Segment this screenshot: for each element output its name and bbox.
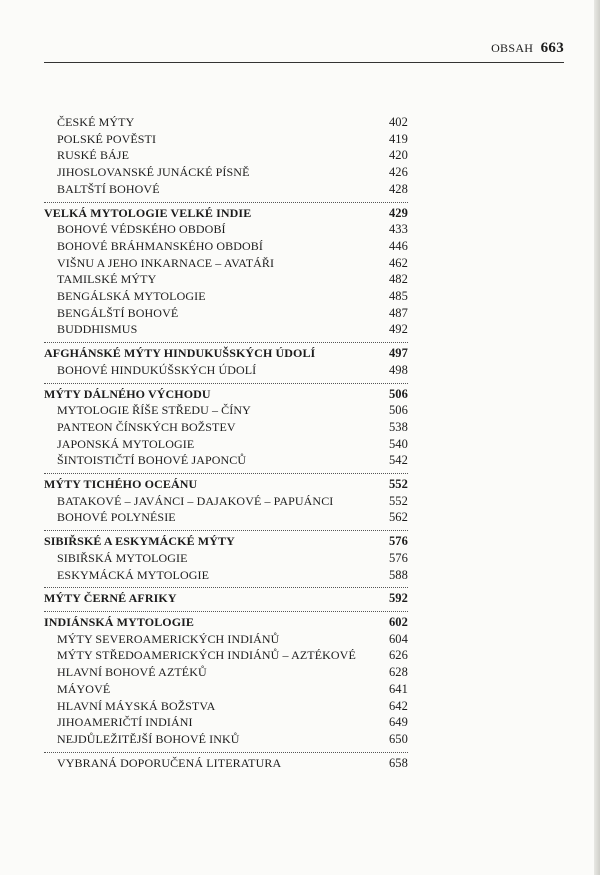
toc-entry-title: BOHOVÉ VÉDSKÉHO OBDOBÍ — [57, 222, 226, 237]
toc-entry-page: 492 — [388, 322, 408, 337]
toc-section-heading[interactable] — [44, 614, 408, 631]
toc-entry[interactable] — [44, 402, 408, 419]
running-head-title: OBSAH — [491, 41, 534, 55]
toc-entry-page: 552 — [388, 493, 408, 508]
toc-entry-page: 462 — [388, 255, 408, 270]
toc-entry-page: 538 — [388, 419, 408, 434]
toc-section-heading-title: MÝTY TICHÉHO OCEÁNU — [44, 477, 198, 492]
toc-entry-page: 604 — [388, 631, 408, 646]
toc-entry-page: 542 — [388, 453, 408, 468]
toc-entry[interactable] — [44, 288, 408, 305]
toc-entry-title: TAMILSKÉ MÝTY — [57, 272, 157, 287]
toc-entry[interactable] — [44, 647, 408, 664]
toc-entry[interactable] — [44, 550, 408, 567]
toc-entry-page: 428 — [388, 181, 408, 196]
toc-entry[interactable] — [44, 698, 408, 715]
toc-entry-page: 576 — [388, 550, 408, 565]
header-rule — [44, 62, 564, 63]
toc-section-heading-page: 429 — [388, 205, 408, 220]
toc-section-heading-page: 592 — [388, 591, 408, 606]
toc-entry[interactable] — [44, 714, 408, 731]
toc-entry-page: 446 — [388, 238, 408, 253]
toc-entry-page: 506 — [388, 403, 408, 418]
toc-entry[interactable] — [44, 362, 408, 379]
toc-entry-title: BENGÁLŠTÍ BOHOVÉ — [57, 305, 179, 320]
toc-entry-page: 487 — [388, 305, 408, 320]
toc-entry-page: 540 — [388, 436, 408, 451]
toc-entry-title: BALTŠTÍ BOHOVÉ — [57, 181, 160, 196]
toc-entry[interactable] — [44, 164, 408, 181]
toc-section-heading[interactable] — [44, 386, 408, 403]
toc-entry-title: VYBRANÁ DOPORUČENÁ LITERATURA — [57, 755, 282, 770]
toc-section — [44, 587, 408, 611]
toc-entry-page: 485 — [388, 289, 408, 304]
toc-entry-page: 402 — [388, 115, 408, 129]
toc-section-heading[interactable] — [44, 205, 408, 222]
table-of-contents — [44, 114, 408, 775]
toc-section — [44, 473, 408, 530]
toc-entry-title: MYTOLOGIE ŘÍŠE STŘEDU – ČÍNY — [57, 403, 251, 418]
toc-section-heading-title: SIBIŘSKÉ A ESKYMÁCKÉ MÝTY — [44, 534, 235, 549]
toc-section-heading[interactable] — [44, 590, 408, 607]
toc-entry-title: ESKYMÁCKÁ MYTOLOGIE — [57, 567, 210, 582]
toc-entry-title: ŠINTOISTIČTÍ BOHOVÉ JAPONCŮ — [57, 453, 247, 468]
toc-entry-page: 426 — [388, 165, 408, 180]
toc-entry[interactable] — [44, 493, 408, 510]
toc-section — [44, 342, 408, 382]
toc-entry-title: HLAVNÍ BOHOVÉ AZTÉKŮ — [57, 665, 207, 680]
toc-entry-page: 628 — [388, 665, 408, 680]
toc-entry-title: JIHOSLOVANSKÉ JUNÁCKÉ PÍSNĚ — [57, 165, 250, 180]
toc-section-heading-page: 506 — [388, 386, 408, 401]
toc-entry[interactable] — [44, 238, 408, 255]
toc-entry-title: BATAKOVÉ – JAVÁNCI – DAJAKOVÉ – PAPUÁNCI — [57, 493, 334, 508]
toc-entry-title: ČESKÉ MÝTY — [57, 115, 135, 129]
toc-entry-page: 588 — [388, 567, 408, 582]
toc-section — [44, 752, 408, 776]
toc-section-heading-title: AFGHÁNSKÉ MÝTY HINDUKUŠSKÝCH ÚDOLÍ — [44, 346, 316, 361]
toc-section-heading-page: 552 — [388, 477, 408, 492]
toc-entry[interactable] — [44, 419, 408, 436]
toc-entry[interactable] — [44, 255, 408, 272]
toc-entry[interactable] — [44, 114, 408, 131]
toc-entry[interactable] — [44, 131, 408, 148]
toc-entry-title: JIHOAMERIČTÍ INDIÁNI — [57, 715, 193, 730]
toc-entry-page: 658 — [388, 755, 408, 770]
toc-entry-page: 650 — [388, 731, 408, 746]
running-head — [491, 40, 564, 57]
toc-entry-title: PANTEON ČÍNSKÝCH BOŽSTEV — [57, 419, 236, 434]
toc-entry[interactable] — [44, 221, 408, 238]
toc-entry-page: 482 — [388, 272, 408, 287]
toc-entry[interactable] — [44, 631, 408, 648]
page-edge — [594, 0, 600, 875]
toc-entry[interactable] — [44, 271, 408, 288]
toc-entry-title: MÝTY SEVEROAMERICKÝCH INDIÁNŮ — [57, 631, 280, 646]
toc-section-heading-title: VELKÁ MYTOLOGIE VELKÉ INDIE — [44, 205, 252, 220]
toc-entry-title: BOHOVÉ BRÁHMANSKÉHO OBDOBÍ — [57, 238, 263, 253]
toc-entry-page: 642 — [388, 698, 408, 713]
toc-entry-title: BOHOVÉ HINDUKÚŠSKÝCH ÚDOLÍ — [57, 362, 257, 377]
toc-entry[interactable] — [44, 181, 408, 198]
toc-section — [44, 114, 408, 202]
toc-entry[interactable] — [44, 509, 408, 526]
toc-entry-title: RUSKÉ BÁJE — [57, 148, 130, 163]
toc-entry[interactable] — [44, 305, 408, 322]
toc-entry[interactable] — [44, 731, 408, 748]
toc-entry-page: 498 — [388, 362, 408, 377]
toc-entry-title: VIŠNU A JEHO INKARNACE – AVATÁŘI — [57, 255, 275, 270]
toc-section-heading-title: MÝTY ČERNÉ AFRIKY — [44, 591, 177, 606]
toc-entry[interactable] — [44, 147, 408, 164]
toc-entry-title: BENGÁLSKÁ MYTOLOGIE — [57, 289, 206, 304]
toc-entry-page: 641 — [388, 681, 408, 696]
toc-entry-title: HLAVNÍ MÁYSKÁ BOŽSTVA — [57, 698, 216, 713]
toc-entry[interactable] — [44, 567, 408, 584]
toc-section-heading-title: INDIÁNSKÁ MYTOLOGIE — [44, 614, 195, 629]
toc-entry-page: 626 — [388, 648, 408, 663]
toc-entry[interactable] — [44, 681, 408, 698]
toc-entry[interactable] — [44, 321, 408, 338]
toc-entry-page: 649 — [388, 715, 408, 730]
toc-entry-title: NEJDŮLEŽITĚJŠÍ BOHOVÉ INKŮ — [57, 731, 240, 746]
toc-section-heading-page: 602 — [388, 614, 408, 629]
toc-section-heading[interactable] — [44, 476, 408, 493]
toc-entry-title: JAPONSKÁ MYTOLOGIE — [57, 436, 195, 451]
toc-section — [44, 611, 408, 752]
toc-entry[interactable] — [44, 452, 408, 469]
toc-entry[interactable] — [44, 436, 408, 453]
toc-section-heading-title: MÝTY DÁLNÉHO VÝCHODU — [44, 386, 211, 401]
toc-entry-title: BUDDHISMUS — [57, 322, 138, 337]
toc-entry-title: MÁYOVÉ — [57, 681, 111, 696]
toc-section-heading[interactable] — [44, 345, 408, 362]
toc-entry-page: 419 — [388, 131, 408, 146]
toc-entry-title: POLSKÉ POVĚSTI — [57, 131, 157, 146]
toc-entry-title: SIBIŘSKÁ MYTOLOGIE — [57, 550, 188, 565]
toc-entry-title: MÝTY STŘEDOAMERICKÝCH INDIÁNŮ – AZTÉKOVÉ — [57, 648, 356, 663]
toc-entry-page: 420 — [388, 148, 408, 163]
toc-entry-title: BOHOVÉ POLYNÉSIE — [57, 510, 176, 525]
toc-section-heading-page: 576 — [388, 534, 408, 549]
toc-section-heading-page: 497 — [388, 346, 408, 361]
toc-entry-page: 562 — [388, 510, 408, 525]
toc-entry-page: 433 — [388, 222, 408, 237]
toc-entry[interactable] — [44, 755, 408, 772]
page-number: 663 — [540, 40, 564, 56]
toc-section — [44, 530, 408, 587]
toc-section-heading[interactable] — [44, 533, 408, 550]
toc-section — [44, 202, 408, 343]
toc-entry[interactable] — [44, 664, 408, 681]
toc-section — [44, 383, 408, 474]
